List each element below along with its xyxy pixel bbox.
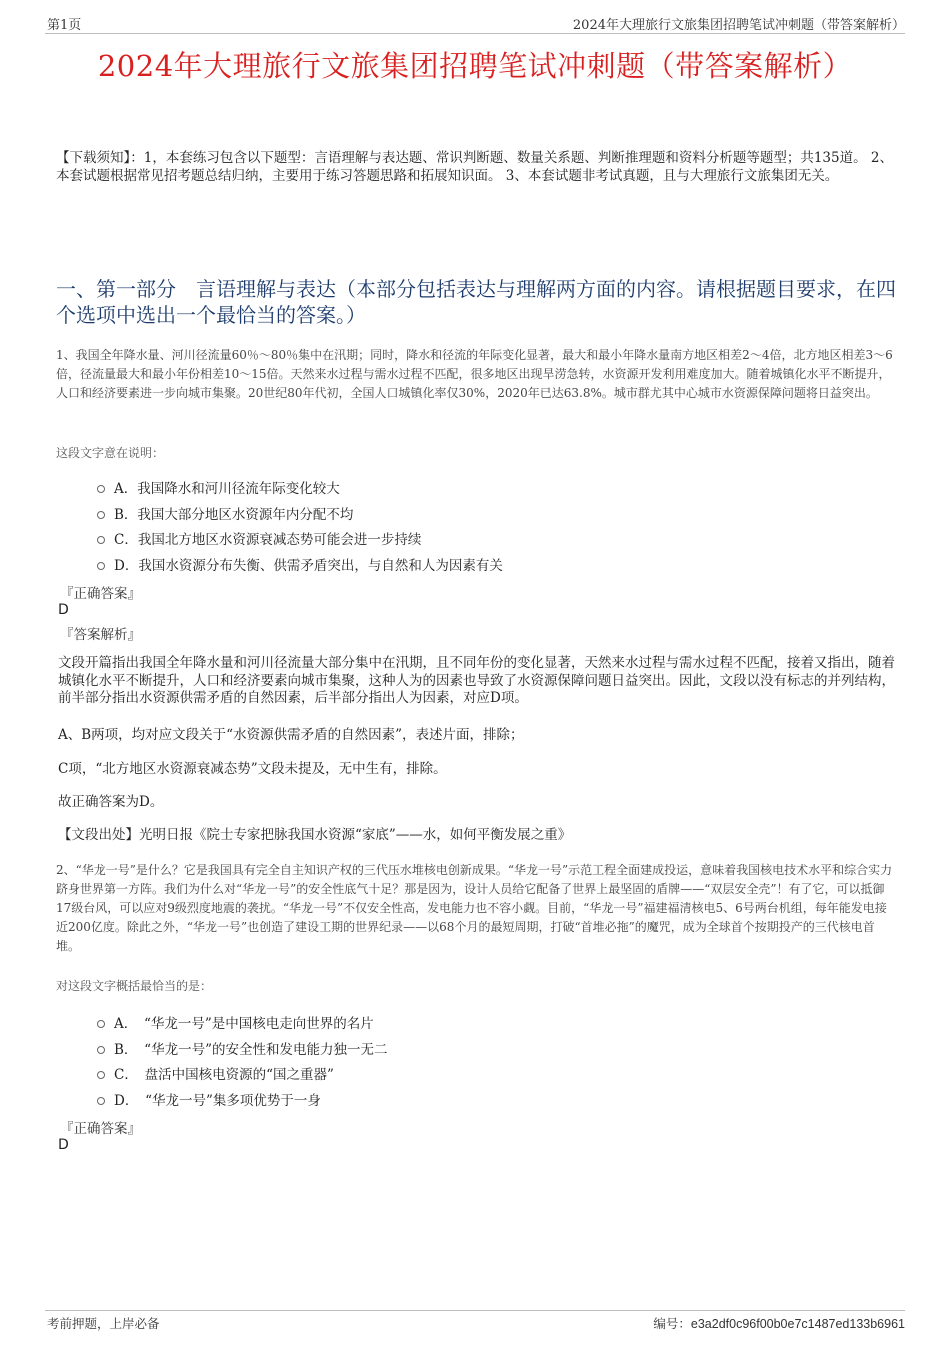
header-document-title: 2024年大理旅行文旅集团招聘笔试冲刺题（带答案解析） xyxy=(572,18,905,33)
question-1-analysis-paragraph: A、B两项，均对应文段关于“水资源供需矛盾的自然因素”，表述片面，排除； xyxy=(58,727,524,743)
radio-icon[interactable] xyxy=(97,1046,105,1054)
option-label: D．我国水资源分布失衡、供需矛盾突出，与自然和人为因素有关 xyxy=(114,558,503,574)
option-label: A．我国降水和河川径流年际变化较大 xyxy=(114,481,340,497)
radio-icon[interactable] xyxy=(97,1071,105,1079)
question-1-analysis-paragraph: C项，“北方地区水资源衰减态势”文段未提及，无中生有，排除。 xyxy=(58,761,447,777)
option-label: B．我国大部分地区水资源年内分配不均 xyxy=(114,507,354,523)
option-label: A． “华龙一号”是中国核电走向世界的名片 xyxy=(114,1016,374,1032)
footer-code-value: e3a2df0c96f00b0e7c1487ed133b6961 xyxy=(690,1317,905,1331)
option-label: C．我国北方地区水资源衰减态势可能会进一步持续 xyxy=(114,532,422,548)
page-title: 2024年大理旅行文旅集团招聘笔试冲刺题（带答案解析） xyxy=(97,49,853,83)
section-title: 一、第一部分 言语理解与表达（本部分包括表达与理解两方面的内容。请根据题目要求，在四个选项中选出一个最恰当的答案。） xyxy=(56,277,896,327)
footer-slogan: 考前押题，上岸必备 xyxy=(47,1316,160,1331)
question-1-answer: D xyxy=(58,602,69,618)
radio-icon[interactable] xyxy=(97,485,105,493)
option-label: B． “华龙一号”的安全性和发电能力独一无二 xyxy=(114,1042,388,1058)
question-2-answer-label: 『正确答案』 xyxy=(60,1121,141,1137)
question-1-option-a[interactable] xyxy=(97,477,340,497)
question-2-prompt: 对这段文字概括最恰当的是： xyxy=(56,979,213,993)
option-label: C． 盘活中国核电资源的“国之重器” xyxy=(114,1067,334,1083)
question-1-option-d[interactable] xyxy=(97,554,503,574)
download-notice: 【下载须知】：1，本套练习包含以下题型：言语理解与表达题、常识判断题、数量关系题、判断推理题和资料分析题等题型；共135道。 2、本套试题根据常见招考题总结归纳，主要用于练习答题思路和拓展知识面。 3、本套试题非考试真题，且与大理旅行文旅集团无关。 xyxy=(56,150,893,184)
question-1-answer-label: 『正确答案』 xyxy=(60,586,141,602)
radio-icon[interactable] xyxy=(97,562,105,570)
radio-icon[interactable] xyxy=(97,1097,105,1105)
question-2-option-c[interactable] xyxy=(97,1063,334,1083)
question-1-analysis-paragraph: 故正确答案为D。 xyxy=(58,794,164,810)
question-1-analysis-label: 『答案解析』 xyxy=(60,627,141,643)
question-2-option-b[interactable] xyxy=(97,1038,387,1058)
question-1-source: 【文段出处】光明日报《院士专家把脉我国水资源“家底”——水，如何平衡发展之重》 xyxy=(58,827,572,843)
footer-code xyxy=(653,1314,905,1332)
radio-icon[interactable] xyxy=(97,536,105,544)
question-1-analysis-paragraph: 文段开篇指出我国全年降水量和河川径流量大部分集中在汛期，且不同年份的变化显著，天然来水过程与需水过程不匹配，接着又指出，随着城镇化水平不断提升，人口和经济要素向城市集聚，这种人为的因素也导致了水资源保障问题日益突出。因此，文段以没有标志的并列结构，前半部分指出水资源供需矛盾的自然因素，后半部分指出人为因素，对应D项。 xyxy=(58,655,895,706)
question-1-text: 1、我国全年降水量、河川径流量60％～80％集中在汛期；同时，降水和径流的年际变化显著，最大和最小年降水量南方地区相差2～4倍，北方地区相差3～6倍，径流量最大和最小年份相差10～15倍。天然来水过程与需水过程不匹配，很多地区出现旱涝急转，水资源开发利用难度加大。随着城镇化水平不断提升，人口和经济要素进一步向城市集聚。20世纪80年代初，全国人口城镇化率仅30%，2020年已达63.8%。城市群尤其中心城市水资源保障问题将日益突出。 xyxy=(56,348,893,400)
question-1-option-b[interactable] xyxy=(97,503,353,523)
question-1-prompt: 这段文字意在说明： xyxy=(56,446,165,460)
option-label: D． “华龙一号”集多项优势于一身 xyxy=(114,1093,321,1109)
footer-code-label: 编号： xyxy=(653,1316,691,1331)
question-2-answer: D xyxy=(58,1137,69,1153)
question-1-option-c[interactable] xyxy=(97,528,421,548)
radio-icon[interactable] xyxy=(97,511,105,519)
header-divider xyxy=(45,33,905,34)
question-2-option-d[interactable] xyxy=(97,1089,321,1109)
question-2-text: 2、“华龙一号”是什么？它是我国具有完全自主知识产权的三代压水堆核电创新成果。“华龙一号”示范工程全面建成投运，意味着我国核电技术水平和综合实力跻身世界第一方阵。我们为什么对“华龙一号”的安全性底气十足？那是因为，设计人员给它配备了世界上最坚固的盾牌——“双层安全壳”！有了它，可以抵御17级台风，可以应对9级烈度地震的袭扰。“华龙一号”不仅安全性高，发电能力也不容小觑。目前，“华龙一号”福建福清核电5、6号两台机组，每年能发电接近200亿度。除此之外，“华龙一号”也创造了建设工期的世界纪录——以68个月的最短周期，打破“首堆必拖”的魔咒，成为全球首个按期投产的三代核电首堆。 xyxy=(56,863,893,953)
header-page-number: 第1页 xyxy=(47,18,82,33)
footer-divider xyxy=(45,1310,905,1311)
radio-icon[interactable] xyxy=(97,1020,105,1028)
question-2-option-a[interactable] xyxy=(97,1012,374,1032)
